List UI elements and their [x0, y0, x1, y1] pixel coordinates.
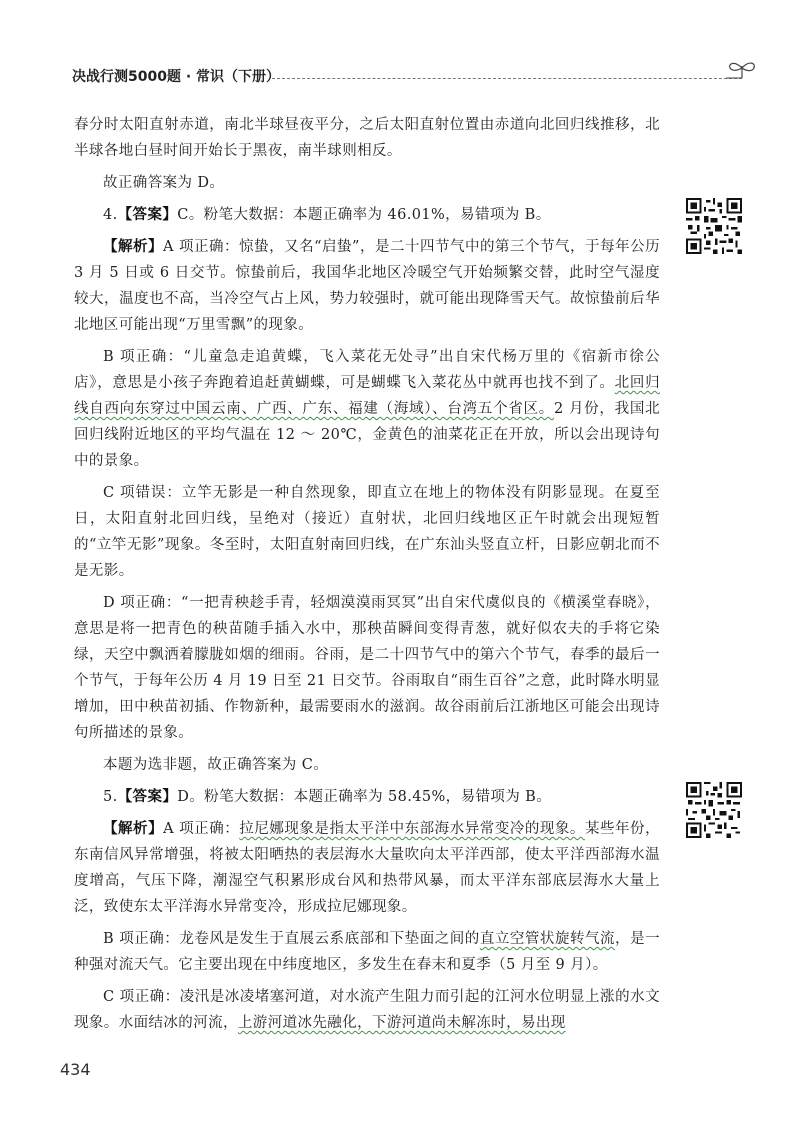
question-4-analysis-a [74, 234, 660, 338]
question-4-analysis-b [74, 344, 660, 474]
question-number: 5. [103, 789, 118, 805]
option-a-lead: A 项正确： [163, 821, 240, 837]
question-4-conclusion: 本题为选非题，故正确答案为 C。 [103, 757, 329, 773]
answer-text: D。粉笔大数据：本题正确率为 58.45%，易错项为 B。 [177, 789, 552, 805]
running-header [72, 60, 762, 94]
qr-code-icon[interactable] [686, 782, 742, 838]
option-c-lead: C 项正确：凌汛是冰凌堵塞河道，对水流产生阻力而引起的江河水位明显上涨的水文现象。水面结冰的河流， [74, 989, 660, 1031]
option-c-underlined: 上游河道冰先融化，下游河道尚未解冻时，易出现 [237, 1015, 566, 1031]
answer-text: C。粉笔大数据：本题正确率为 46.01%，易错项为 B。 [177, 207, 551, 223]
option-b-text-3: 2 月份，我国北回归线附近地区的平均气温在 12 ～ 20℃，金黄色的油菜花正在开放，所以会出现诗句中的景象。 [74, 401, 660, 469]
question-5-analysis-c [74, 984, 660, 1036]
sprout-icon [722, 58, 762, 88]
option-b-underlined: 北回归线自西向东穿过中国云南、广西、广东、福建（海域）、台湾五个省区。 [74, 375, 660, 417]
question-5-answer [74, 784, 660, 810]
question-number: 4. [103, 207, 118, 223]
option-a-rest: 某些年份，东南信风异常增强，将被太阳晒热的表层海水大量吹向太平洋西部，使太平洋西部海水温度增高，气压下降，潮湿空气积累形成台风和热带风暴，而太平洋东部底层海水大量上泛，致使东太平洋海水异常变冷，形成拉尼娜现象。 [74, 821, 660, 915]
analysis-tag: 【解析】 [103, 820, 164, 837]
paragraph: 春分时太阳直射赤道，南北半球昼夜平分，之后太阳直射位置由赤道向北回归线推移，北半球各地白昼时间开始长于黑夜，南半球则相反。 [74, 117, 660, 159]
option-b-text-1: B 项正确：“儿童急走追黄蝶，飞入菜花无处寻”出自宋代杨万里的《宿新市徐公店》，意思是小孩子奔跑着追赶黄蝴蝶，可是蝴蝶飞入菜花丛中就再也找不到了。 [74, 349, 660, 391]
question-4-answer [74, 202, 660, 228]
option-b-lead: B 项正确：龙卷风是发生于直展云系底部和下垫面之间的 [103, 931, 480, 947]
option-b-underlined: 直立空管状旋转气流 [479, 931, 616, 947]
answer-tag: 【答案】 [117, 788, 178, 805]
question-5-analysis-b [74, 926, 660, 978]
question-5-analysis-a [74, 816, 660, 920]
main-content [74, 112, 660, 1042]
option-a-underlined: 拉尼娜现象是指太平洋中东部海水异常变冷的现象。 [239, 821, 585, 837]
qr-code-icon[interactable] [686, 198, 742, 254]
answer-conclusion: 故正确答案为 D。 [103, 175, 225, 191]
option-a-text: A 项正确：惊蛰，又名“启蛰”，是二十四节气中的第三个节气，于每年公历 3 月 5 日或 6 日交节。惊蛰前后，我国华北地区冷暖空气开始频繁交替，此时空气湿度较大，温度也不高，当冷空气占上风，势力较强时，就可能出现降雪天气。故惊蛰前后华北地区可能出现“万里雪飘”的现象。 [74, 239, 660, 333]
question-4-analysis-d: D 项正确：“一把青秧趁手青，轻烟漠漠雨冥冥”出自宋代虞似良的《横溪堂春晓》，意思是将一把青色的秧苗随手插入水中，那秧苗瞬间变得青葱，就好似农夫的手将它染绿，天空中飘洒着朦胧如烟的细雨。谷雨，是二十四节气中的第六个节气，春季的最后一个节气，于每年公历 4 月 19 日至 21 日交节。谷雨取自“雨生百谷”之意，此时降水明显增加，田中秧苗初插、作物新种，最需要雨水的滋润。故谷雨前后江浙地区可能会出现诗句所描述的景象。 [74, 595, 660, 741]
question-4-analysis-c: C 项错误：立竿无影是一种自然现象，即直立在地上的物体没有阴影显现。在夏至日，太阳直射北回归线，呈绝对（接近）直射状，北回归线地区正午时就会出现短暂的“立竿无影”现象。冬至时，太阳直射南回归线，在广东汕头竖直立杆，日影应朝北而不是无影。 [74, 485, 660, 579]
analysis-tag: 【解析】 [103, 238, 164, 255]
header-rule [272, 78, 742, 79]
book-title: 决战行测5000题 · 常识（下册） [72, 69, 281, 85]
answer-tag: 【答案】 [117, 206, 178, 223]
page-number: 434 [60, 1060, 91, 1079]
option-b-mid: ，是一种强对流天气。它主要出现在中纬度地区，多发生在春末和夏季（5 月至 9 月）。 [74, 931, 660, 973]
